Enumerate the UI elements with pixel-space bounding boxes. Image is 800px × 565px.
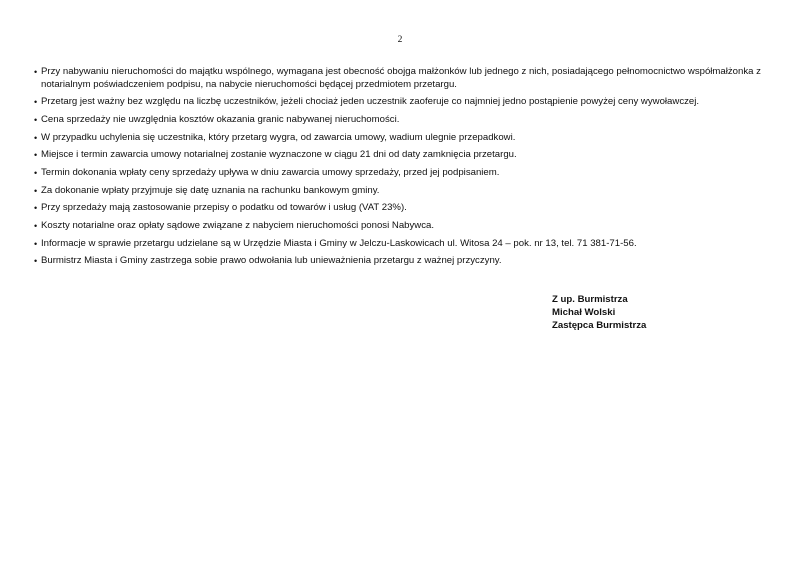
list-item	[34, 220, 774, 233]
list-item-text: Za dokonanie wpłaty przyjmuje się datę uznania na rachunku bankowym gminy.	[41, 184, 380, 196]
list-item-text: Miejsce i termin zawarcia umowy notarialnej zostanie wyznaczone w ciągu 21 dni od daty zamknięcia przetargu.	[41, 149, 517, 161]
list-item	[34, 132, 774, 145]
bullet-icon: •	[34, 238, 38, 249]
page-number: 2	[397, 35, 403, 45]
list-item	[34, 114, 774, 127]
list-item	[34, 185, 774, 198]
bullet-icon: •	[34, 67, 38, 77]
list-item	[34, 66, 774, 91]
list-item-text: Koszty notarialne oraz opłaty sądowe związane z nabyciem nieruchomości ponosi Nabywca.	[41, 220, 435, 231]
list-item-text: Przy sprzedaży mają zastosowanie przepisy o podatku od towarów i usług (VAT 23%).	[41, 202, 407, 214]
list-item	[34, 167, 774, 180]
list-item	[34, 149, 774, 162]
list-item-text: Cena sprzedaży nie uwzględnia kosztów okazania granic nabywanej nieruchomości.	[41, 113, 400, 125]
signature-block	[552, 293, 646, 332]
list-item-text: Przetarg jest ważny bez względu na liczbę uczestników, jeżeli chociaż jeden uczestnik zaoferuje co najmniej jedno postąpienie powyżej ceny wywoławczej.	[41, 96, 700, 108]
list-item-text: Informacje w sprawie przetargu udzielane są w Urzędzie Miasta i Gminy w Jelczu-Laskowicach ul. Witosa 24 – pok. nr 13, tel. 71 381-71-56.	[41, 237, 637, 249]
signature-authority: Z up. Burmistrza	[552, 294, 628, 305]
bullet-icon: •	[34, 114, 38, 125]
bullet-icon: •	[34, 221, 38, 231]
bullet-icon: •	[34, 132, 38, 143]
list-item	[34, 202, 774, 215]
list-item	[34, 96, 774, 109]
conditions-list	[34, 66, 774, 273]
bullet-icon: •	[34, 256, 38, 267]
list-item	[34, 255, 774, 268]
bullet-icon: •	[34, 167, 38, 178]
list-item-text: Burmistrz Miasta i Gminy zastrzega sobie prawo odwołania lub unieważnienia przetargu z ważnej przyczyny.	[41, 255, 502, 267]
bullet-icon: •	[34, 150, 38, 161]
list-item	[34, 238, 774, 251]
bullet-icon: •	[34, 97, 38, 108]
list-item-text: Przy nabywaniu nieruchomości do majątku wspólnego, wymagana jest obecność obojga małżonków lub jednego z nich, posiadającego pełnomocnictwo współmałżonka z notarialnym poświadczeniem podpisu, na nabycie nieruchomości będącej przedmiotem przetargu.	[41, 66, 761, 90]
signature-name: Michał Wolski	[552, 307, 616, 318]
bullet-icon: •	[34, 185, 38, 196]
bullet-icon: •	[34, 203, 38, 214]
list-item-text: Termin dokonania wpłaty ceny sprzedaży upływa w dniu zawarcia umowy sprzedaży, przed jej podpisaniem.	[41, 166, 500, 178]
list-item-text: W przypadku uchylenia się uczestnika, który przetarg wygra, od zawarcia umowy, wadium ulegnie przepadkowi.	[41, 131, 516, 143]
signature-title: Zastępca Burmistrza	[552, 320, 647, 331]
